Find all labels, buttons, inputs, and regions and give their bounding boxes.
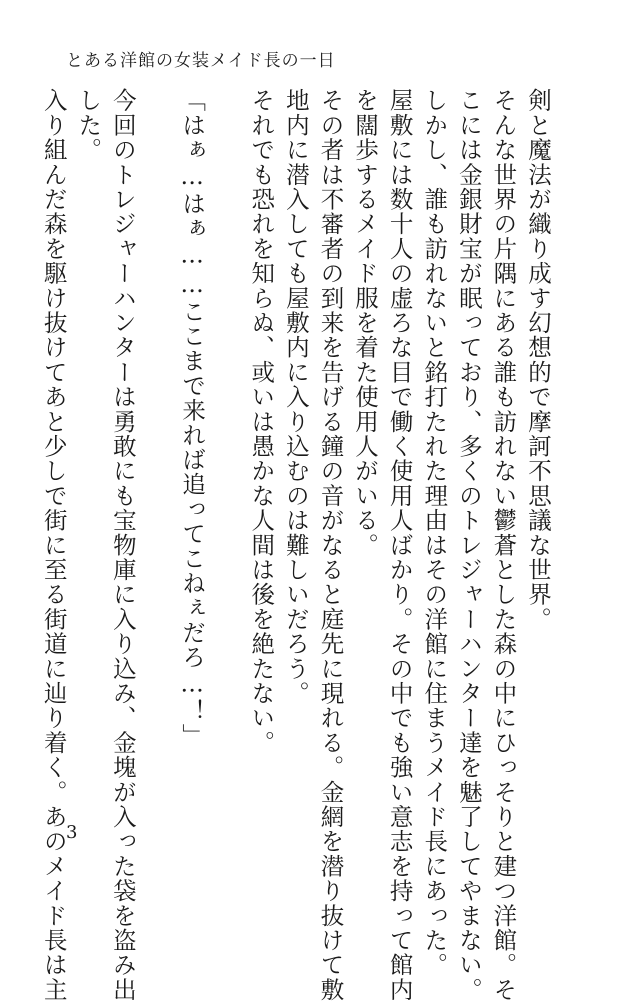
vertical-body-text [36, 88, 555, 1002]
page-number: 3 [66, 822, 78, 843]
text-line: こには金銀財宝が眠っており、多くのトレジャーハンター達を魅了してやまない。 [454, 88, 483, 1002]
text-line: 屋敷には数十人の虚ろな目で働く使用人ばかり。その中でも強い意志を持って館内 [385, 88, 414, 1002]
text-line: 今回のトレジャーハンターは勇敢にも宝物庫に入り込み、金塊が入った袋を盗み出 [108, 88, 137, 1002]
text-line: それでも恐れを知らぬ、或いは愚かな人間は後を絶たない。 [247, 88, 276, 755]
dialogue-line: 「はぁ…はぁ……ここまで来れば追ってこねぇだろ…！」 [178, 88, 207, 749]
running-header-title: とある洋館の女装メイド長の一日 [66, 51, 336, 71]
blank-line [140, 88, 175, 788]
text-line: を闊歩するメイド服を着た使用人がいる。 [351, 88, 380, 558]
text-line: そんな世界の片隅にある誰も訪れない鬱蒼とした森の中にひっそりと建つ洋館。そ [489, 88, 518, 1002]
text-line: 剣と魔法が織り成す幻想的で摩訶不思議な世界。 [524, 88, 552, 632]
blank-line [209, 88, 244, 788]
text-line: 入り組んだ森を駆け抜けてあと少しで街に至る街道に辿り着く。あのメイド長は主 [39, 88, 68, 1002]
text-line: した。 [74, 88, 103, 163]
text-line: その者は不審者の到来を告げる鐘の音がなると庭先に現れる。金網を潜り抜けて敷 [316, 88, 345, 1002]
text-line: しかし、誰も訪れないと銘打たれた理由はその洋館に住まうメイド長にあった。 [420, 88, 449, 978]
text-line: 地内に潜入しても屋敷内に入り込むのは難しいだろう。 [281, 88, 310, 706]
